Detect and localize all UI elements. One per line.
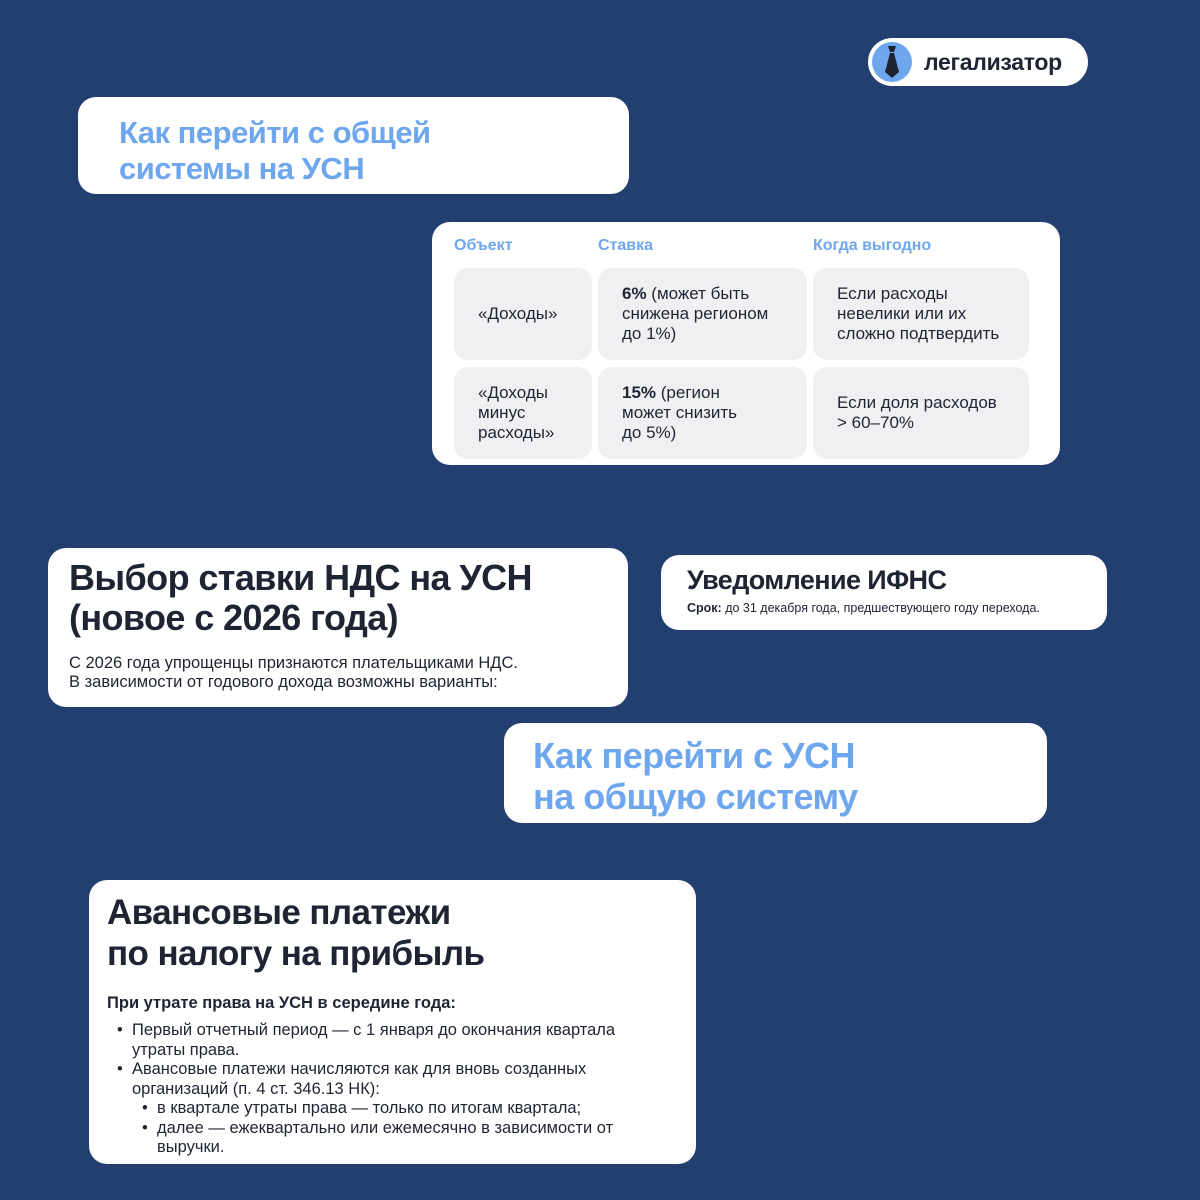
card-title: Как перейти с УСН на общую систему xyxy=(533,735,858,817)
nested-bullet-list xyxy=(132,1099,696,1158)
table-cell-when: Если доля расходов > 60–70% xyxy=(813,367,1029,459)
card-title: Выбор ставки НДС на УСН (новое с 2026 года) xyxy=(69,557,532,638)
tie-icon xyxy=(872,42,912,82)
deadline-text: Срок: до 31 декабря года, предшествующего году перехода. xyxy=(687,601,1040,615)
card-title: Уведомление ИФНС xyxy=(687,565,947,595)
card-title: Авансовые платежи по налогу на прибыль xyxy=(107,893,485,973)
card-subtitle: При утрате права на УСН в середине года: xyxy=(107,994,456,1012)
bullet-list xyxy=(107,1021,696,1158)
card-title: Как перейти с общей системы на УСН xyxy=(119,115,431,186)
table-cell-object: «Доходы минус расходы» xyxy=(454,367,592,459)
card-ifns-notice xyxy=(661,555,1107,630)
table-cell-rate: 15% (регион может снизить до 5%) xyxy=(598,367,807,459)
card-body: С 2026 года упрощенцы признаются плательщиками НДС. В зависимости от годового дохода возможны варианты: xyxy=(69,654,518,691)
list-item: • в квартале утраты права — только по итогам квартала; xyxy=(132,1099,696,1119)
table-header-when: Когда выгодно xyxy=(813,237,932,254)
table-cell-object: «Доходы» xyxy=(454,268,592,360)
list-item: • Первый отчетный период — с 1 января до окончания квартала утраты права. xyxy=(107,1021,696,1060)
table-header-rate: Ставка xyxy=(598,237,654,254)
list-item: • Авансовые платежи начисляются как для вновь созданных организаций (п. 4 ст. 346.13 НК): • в квартале утраты права — только по итогам квартала; • далее — ежеквартально или ежемесячно в зависимости от выручки. xyxy=(107,1060,696,1158)
table-cell-when: Если расходы невелики или их сложно подтвердить xyxy=(813,268,1029,360)
card-vat-choice xyxy=(48,548,628,707)
table-header-object: Объект xyxy=(454,237,513,254)
brand-logo xyxy=(868,38,1088,86)
table-cell-rate: 6% (может быть снижена регионом до 1%) xyxy=(598,268,807,360)
card-switch-to-usn xyxy=(78,97,629,194)
card-advance-payments xyxy=(89,880,696,1164)
brand-name: легализатор xyxy=(924,48,1062,75)
list-item: • далее — ежеквартально или ежемесячно в зависимости от выручки. xyxy=(132,1119,696,1158)
card-switch-from-usn xyxy=(504,723,1047,823)
